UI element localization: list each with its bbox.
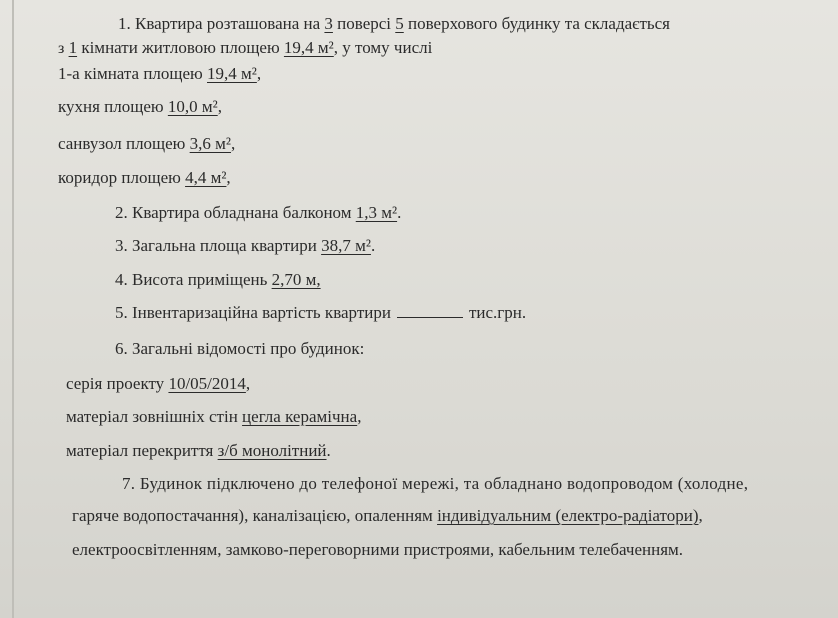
living-area-value: 19,4 м²	[283, 38, 334, 57]
clause-1-line-2	[58, 38, 432, 59]
walls-line	[66, 407, 361, 427]
clause-3-line	[115, 236, 375, 256]
separator: ,	[231, 134, 236, 153]
walls-label: матеріал зовнішніх стін	[66, 407, 238, 426]
walls-value: цегла керамічна	[242, 407, 358, 426]
room-1-area: 19,4 м²	[207, 64, 257, 83]
series-value: 10/05/2014	[168, 374, 246, 393]
currency-unit: тис.грн.	[468, 303, 527, 322]
separator: ,	[256, 64, 262, 83]
corridor-area: 4,4 м²	[185, 168, 227, 187]
bathroom-label: санвузол площею	[58, 134, 186, 153]
clause-1-text-c: поверхового будинку та складається	[408, 14, 670, 33]
kitchen-label: кухня площею	[58, 97, 164, 116]
period: .	[397, 203, 402, 222]
separator: ,	[245, 374, 251, 393]
clause-3-label: 3. Загальна площа квартири	[115, 236, 317, 255]
clause-7-text-3: електроосвітленням, замково-переговорними пристроями, кабельним телебаченням.	[72, 540, 684, 559]
bathroom-line	[58, 134, 235, 154]
separator: ,	[217, 97, 222, 116]
heating-type: індивідуальним (електро-радіатори)	[437, 506, 699, 525]
series-line	[66, 374, 250, 394]
clause-1-line-1	[118, 14, 670, 34]
clause-6-line	[115, 339, 364, 359]
kitchen-area: 10,0 м²	[167, 97, 218, 116]
bathroom-area: 3,6 м²	[189, 134, 231, 153]
period: .	[326, 441, 331, 460]
slabs-line	[66, 441, 331, 461]
clause-6-label: 6. Загальні відомості про будинок:	[115, 339, 365, 358]
slabs-label: матеріал перекриття	[66, 441, 214, 460]
room-1-label: 1-а кімната площею	[58, 64, 203, 83]
total-area: 38,7 м²	[321, 236, 371, 255]
separator: ,	[698, 506, 703, 525]
clause-1-text-a: 1. Квартира розташована на	[118, 14, 321, 33]
rooms-count-value: 1	[68, 38, 78, 57]
floor-value: 3	[324, 14, 333, 33]
clause-7-line-2	[72, 506, 703, 526]
clause-1-text-f: , у тому числі	[333, 38, 433, 57]
margin-line	[12, 0, 14, 618]
inventory-value-blank	[397, 305, 463, 318]
clause-7-text-2a: гаряче водопостачання), каналізацією, опаленням	[72, 506, 433, 525]
period: .	[370, 236, 376, 255]
clause-2-line	[115, 203, 401, 223]
separator: ,	[226, 168, 231, 187]
ceiling-height: 2,70 м,	[271, 270, 321, 289]
clause-1-text-d: з	[58, 40, 65, 57]
clause-4-line	[115, 270, 321, 290]
floors-total-value: 5	[395, 14, 404, 33]
clause-7-line-3	[72, 540, 683, 560]
kitchen-line	[58, 97, 222, 117]
clause-1-text-b: поверсі	[337, 14, 392, 33]
clause-7-text-1: 7. Будинок підключено до телефоної мережі, та обладнано водопроводом (холодне,	[122, 474, 749, 493]
corridor-label: коридор площею	[58, 168, 181, 187]
clause-4-label: 4. Висота приміщень	[115, 270, 268, 289]
slabs-value: з/б монолітний	[217, 441, 327, 460]
clause-7-line-1	[122, 474, 748, 494]
clause-1-text-e: кімнати житловою площею	[81, 38, 280, 57]
corridor-line	[58, 168, 231, 188]
room-1-line	[58, 64, 261, 84]
clause-5-line	[115, 303, 526, 323]
balcony-area: 1,3 м²	[355, 203, 398, 222]
clause-5-label: 5. Інвентаризаційна вартість квартири	[115, 303, 391, 322]
separator: ,	[357, 407, 362, 426]
series-label: серія проекту	[66, 374, 165, 393]
clause-2-label: 2. Квартира обладнана балконом	[115, 203, 352, 222]
